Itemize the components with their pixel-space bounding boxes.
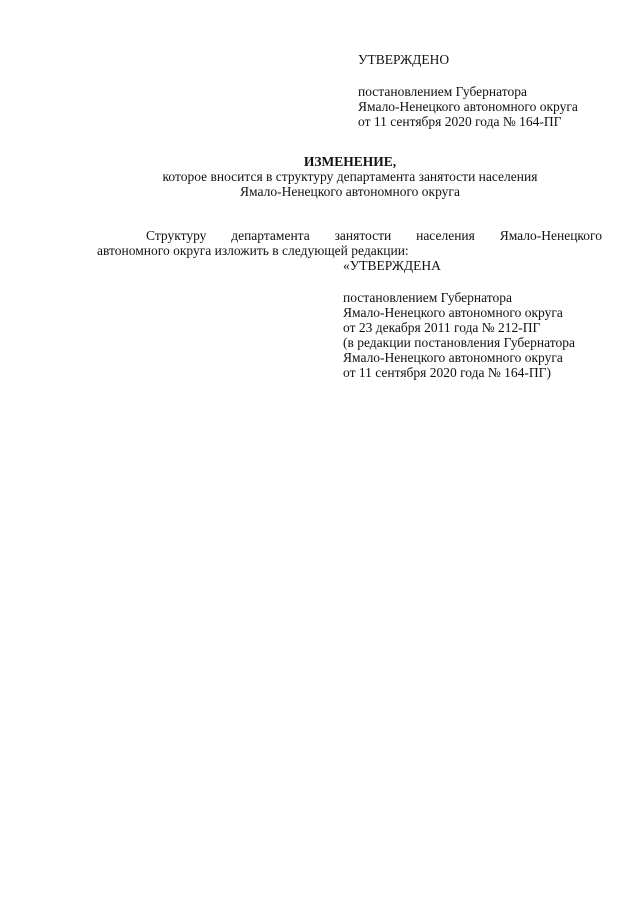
paragraph-word: департамента (231, 228, 310, 243)
approval-line: от 23 декабря 2011 года № 212-ПГ (343, 320, 541, 335)
approval-line: Ямало-Ненецкого автономного округа (358, 99, 578, 114)
paragraph-word: занятости (334, 228, 392, 243)
approval-stamp-quoted (343, 258, 575, 380)
paragraph-word: Структуру (146, 228, 207, 243)
approval-line: (в редакции постановления Губернатора (343, 335, 575, 350)
approval-line: постановлением Губернатора (343, 290, 512, 305)
spacer (358, 67, 578, 84)
approval-label: УТВЕРЖДЕНО (358, 52, 450, 67)
approval-line: от 11 сентября 2020 года № 164-ПГ (358, 114, 562, 129)
document-title (0, 154, 640, 199)
approval-line: постановлением Губернатора (358, 84, 527, 99)
title-subline: Ямало-Ненецкого автономного округа (240, 184, 460, 199)
approval-line: Ямало-Ненецкого автономного округа (343, 305, 563, 320)
body-paragraph (97, 229, 602, 258)
approval-line: Ямало-Ненецкого автономного округа (343, 350, 563, 365)
approval-stamp-top (358, 52, 578, 129)
paragraph-word: Ямало-Ненецкого (499, 228, 602, 243)
paragraph-first-line (97, 229, 602, 244)
paragraph-word: населения (416, 228, 475, 243)
title-subline: которое вносится в структуру департамента занятости населения (162, 169, 538, 184)
approval-label: «УТВЕРЖДЕНА (343, 258, 441, 273)
spacer (343, 273, 575, 290)
paragraph-second-line: автономного округа изложить в следующей редакции: (97, 242, 409, 258)
approval-line: от 11 сентября 2020 года № 164-ПГ) (343, 365, 551, 380)
title-heading: ИЗМЕНЕНИЕ, (303, 154, 397, 169)
